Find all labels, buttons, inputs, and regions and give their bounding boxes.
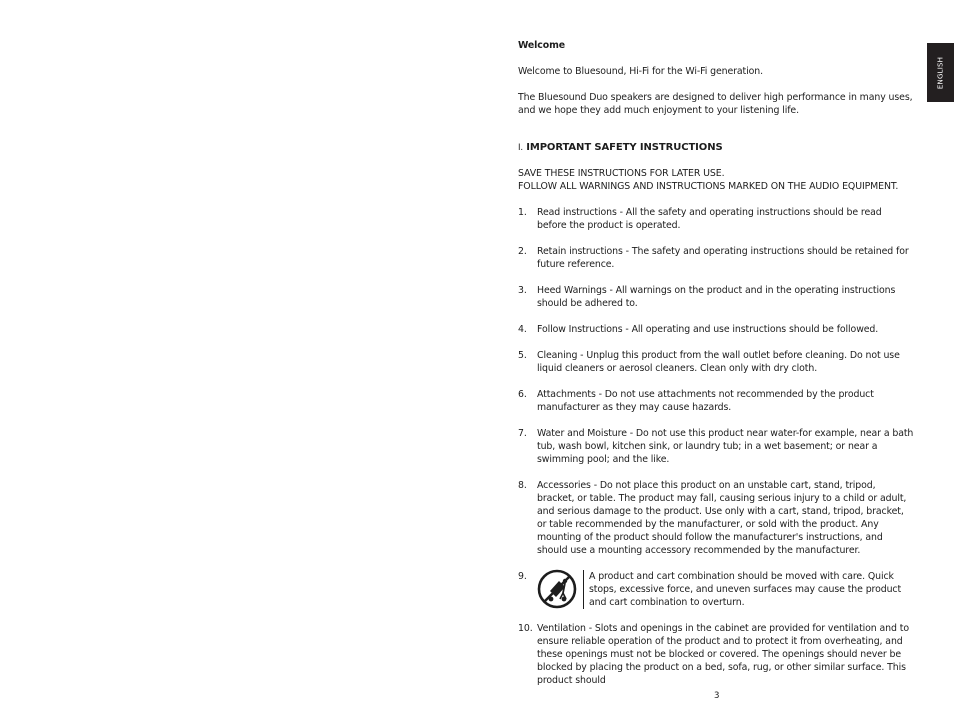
welcome-heading: Welcome [518,40,566,51]
list-item-text: Read instructions - All the safety and operating instructions should be read before the product is operated. [537,207,882,231]
safety-intro-2: FOLLOW ALL WARNINGS AND INSTRUCTIONS MARKED ON THE AUDIO EQUIPMENT. [518,181,899,192]
list-item-number: 10. [518,623,533,634]
list-item [518,427,914,466]
list-item [518,622,914,687]
list-item [518,349,914,375]
list-item-text: Accessories - Do not place this product on an unstable cart, stand, tripod, bracket, or table. The product may fall, causing serious injury to a child or adult, and serious damage to the product. Use only with a cart, stand, tripod, bracket, or table recommended by the manufacturer, or sold with the product. Any mounting of the product should follow the manufacturer's instructions, and should use a mounting accessory recommended by the manufacturer. [537,480,907,556]
language-tab-label: ENGLISH [936,56,944,89]
list-item-number: 3. [518,285,527,296]
list-item-text: Water and Moisture - Do not use this product near water-for example, near a bath tub, wash bowl, kitchen sink, or laundry tub; in a wet basement; or near a swimming pool; and the like. [537,428,914,465]
list-item [518,323,914,336]
list-item-number: 7. [518,428,527,439]
list-item-text: Ventilation - Slots and openings in the cabinet are provided for ventilation and to ensure reliable operation of the product and to protect it from overheating, and these openings must not be blocked or covered. The openings should never be blocked by placing the product on a bed, sofa, rug, or other similar surface. This product should [537,623,909,686]
list-item-number: 5. [518,350,527,361]
page-number: 3 [714,691,720,701]
list-item [518,479,914,557]
list-item-text: A product and cart combination should be moved with care. Quick stops, excessive force, and uneven surfaces may cause the product and cart combination to overturn. [583,570,914,609]
list-item [518,388,914,414]
list-item-number: 2. [518,246,527,257]
list-item [518,284,914,310]
cart-tip-over-warning-icon [537,569,577,609]
list-item-text: Attachments - Do not use attachments not recommended by the product manufacturer as they may cause hazards. [537,389,874,413]
list-item-text: Cleaning - Unplug this product from the wall outlet before cleaning. Do not use liquid cleaners or aerosol cleaners. Clean only with dry cloth. [537,350,900,374]
welcome-text-1: Welcome to Bluesound, Hi-Fi for the Wi-Fi generation. [518,66,763,77]
welcome-text-2: The Bluesound Duo speakers are designed to deliver high performance in many uses, and we hope they add much enjoyment to your listening life. [518,92,913,116]
section-numeral: I. [518,143,524,153]
list-item-number: 9. [518,571,527,582]
section-title-text: IMPORTANT SAFETY INSTRUCTIONS [526,142,723,153]
list-item-text: Follow Instructions - All operating and use instructions should be followed. [537,324,879,335]
safety-section-title [518,141,914,155]
list-item-number: 4. [518,324,527,335]
list-item [518,245,914,271]
content-column [518,39,914,687]
language-tab [927,43,954,102]
list-item-number: 6. [518,389,527,400]
list-item [518,570,914,609]
list-item-number: 8. [518,480,527,491]
list-item-text: Retain instructions - The safety and operating instructions should be retained for future reference. [537,246,909,270]
list-item-text: Heed Warnings - All warnings on the product and in the operating instructions should be adhered to. [537,285,896,309]
list-item [518,206,914,232]
safety-intro-1: SAVE THESE INSTRUCTIONS FOR LATER USE. [518,168,725,179]
list-item-number: 1. [518,207,527,218]
